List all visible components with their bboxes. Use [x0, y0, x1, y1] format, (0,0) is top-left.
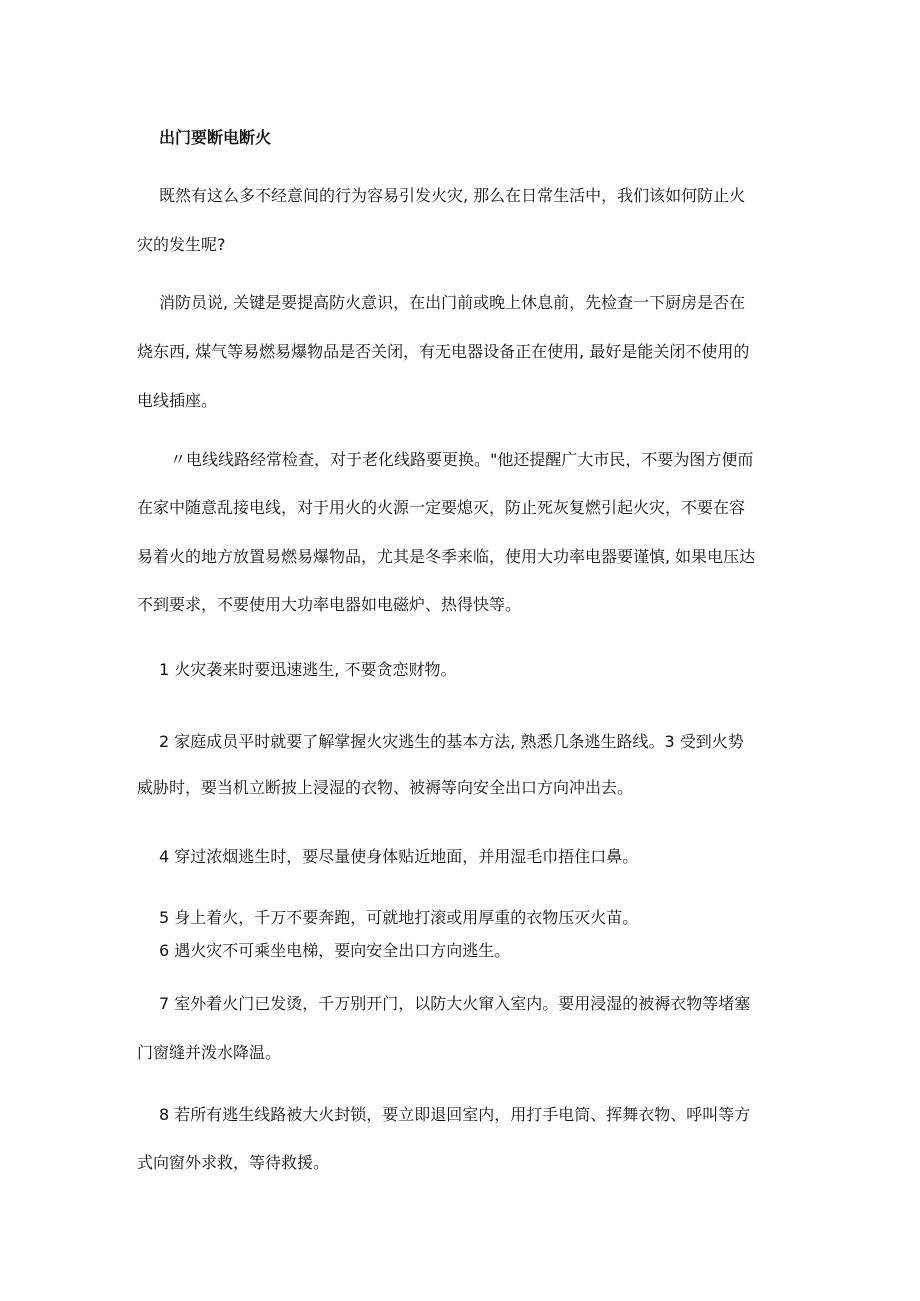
- tip-8-line-1: 8 若所有逃生线路被大火封锁，要立即退回室内，用打手电筒、挥舞衣物、呼叫等方: [159, 1105, 751, 1124]
- tip-8-line-2: 式向窗外求救，等待救援。: [137, 1153, 330, 1172]
- tip-7-line-2: 门窗缝并泼水降温。: [137, 1043, 282, 1062]
- paragraph-1-line-1: 既然有这么多不经意间的行为容易引发火灾, 那么在日常生活中，我们该如何防止火: [159, 186, 746, 205]
- paragraph-2-line-3: 电线插座。: [137, 391, 218, 410]
- tip-2-line-2: 威胁时，要当机立断披上浸湿的衣物、被褥等向安全出口方向冲出去。: [137, 778, 634, 797]
- paragraph-3-line-3: 易着火的地方放置易燃易爆物品，尤其是冬季来临，使用大功率电器要谨慎, 如果电压达: [137, 547, 756, 566]
- tip-7-line-1: 7 室外着火门已发烫，千万别开门，以防大火窜入室内。要用浸湿的被褥衣物等堵塞: [159, 994, 751, 1013]
- document-title: 出门要断电断火: [159, 128, 272, 147]
- paragraph-2-line-2: 烧东西, 煤气等易燃易爆物品是否关闭，有无电器设备正在使用, 最好是能关闭不使用的: [137, 342, 750, 361]
- tip-2-line-1: 2 家庭成员平时就要了解掌握火灾逃生的基本方法, 熟悉几条逃生路线。3 受到火势: [159, 732, 744, 751]
- paragraph-2-line-1: 消防员说, 关键是要提高防火意识，在出门前或晚上休息前，先检查一下厨房是否在: [159, 293, 746, 312]
- paragraph-3-line-4: 不到要求，不要使用大功率电器如电磁炉、热得快等。: [137, 595, 522, 614]
- paragraph-3-line-1: 〃电线线路经常检查，对于老化线路要更换。"他还提醒广大市民，不要为图方便而: [170, 450, 754, 469]
- tip-4: 4 穿过浓烟逃生时，要尽量使身体贴近地面，并用湿毛巾捂住口鼻。: [159, 847, 639, 866]
- tip-6: 6 遇火灾不可乘坐电梯，要向安全出口方向逃生。: [159, 941, 511, 960]
- paragraph-1-line-2: 灾的发生呢?: [137, 235, 226, 254]
- tip-1: 1 火灾袭来时要迅速逃生, 不要贪恋财物。: [159, 660, 457, 679]
- paragraph-3-line-2: 在家中随意乱接电线，对于用火的火源一定要熄灭，防止死灰复燃引起火灾，不要在容: [137, 498, 746, 517]
- tip-5: 5 身上着火，千万不要奔跑，可就地打滚或用厚重的衣物压灭火苗。: [159, 908, 639, 927]
